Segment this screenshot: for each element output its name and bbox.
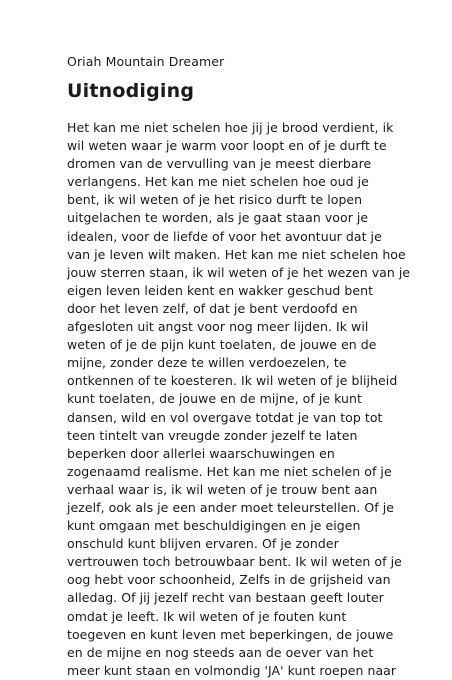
text-line: ontkennen of te koesteren. Ik wil weten of je blijheid	[67, 373, 398, 389]
text-line: onschuld kunt blijven ervaren. Of je zonder	[67, 536, 339, 552]
text-line: afgesloten uit angst voor nog meer lijden. Ik wil	[67, 319, 369, 335]
text-line: zogenaamd realisme. Het kan me niet schelen of je	[67, 463, 392, 479]
text-line: wil weten waar je warm voor loopt en of je durft te	[67, 138, 387, 154]
text-line: van je leven wilt maken. Het kan me niet schelen hoe	[67, 246, 406, 262]
text-line: uitgelachen te worden, als je gaat staan voor je	[67, 210, 369, 226]
text-line: oog hebt voor schoonheid, Zelfs in de grijsheid van	[67, 572, 391, 588]
text-line: vertrouwen toch betrouwbaar bent. Ik wil weten of je	[67, 554, 402, 570]
text-line: kunt omgaan met beschuldigingen en je eigen	[67, 518, 361, 534]
author-name: Oriah Mountain Dreamer	[67, 54, 225, 69]
text-line: verhaal waar is, ik wil weten of je trouw bent aan	[67, 481, 378, 497]
text-line: Het kan me niet schelen hoe jij je brood verdient, ik	[67, 120, 394, 135]
text-line: en de mijne en nog steeds aan de oever van het	[67, 644, 374, 660]
text-line: door het leven zelf, of dat je bent verdoofd en	[67, 300, 358, 316]
poem-body	[67, 119, 411, 680]
text-line: kunt toelaten, de jouwe en de mijne, of je kunt	[67, 391, 362, 407]
text-line: beperken door allerlei waarschuwingen en	[67, 445, 335, 461]
text-line: toegeven en kunt leven met beperkingen, de jouwe	[67, 626, 394, 642]
text-line: dansen, wild en vol overgave totdat je van top tot	[67, 409, 383, 425]
text-line: mijne, zonder deze te willen verdoezelen, te	[67, 355, 347, 371]
text-line: jezelf, ook als je een ander moet teleurstellen. Of je	[67, 499, 394, 515]
text-line: weten of je de pijn kunt toelaten, de jouwe en de	[67, 337, 377, 353]
text-line: jouw sterren staan, ik wil weten of je het wezen van je	[67, 264, 411, 280]
text-line: idealen, voor de liefde of voor het avontuur dat je	[67, 228, 382, 244]
poem-title: Uitnodiging	[67, 80, 195, 102]
text-line: teen tintelt van vreugde zonder jezelf te laten	[67, 427, 358, 443]
text-line: meer kunt staan en volmondig 'JA' kunt roepen naar	[67, 662, 397, 678]
text-line: verlangens. Het kan me niet schelen hoe oud je	[67, 174, 369, 190]
text-line: eigen leven leiden kent en wakker geschud bent	[67, 282, 374, 298]
text-line: dromen van de vervulling van je meest dierbare	[67, 156, 372, 172]
text-line: bent, ik wil weten of je het risico durft te lopen	[67, 192, 363, 208]
text-line: omdat je leeft. Ik wil weten of je fouten kunt	[67, 608, 347, 624]
text-line: alledag. Of jij jezelf recht van bestaan geeft louter	[67, 590, 384, 606]
